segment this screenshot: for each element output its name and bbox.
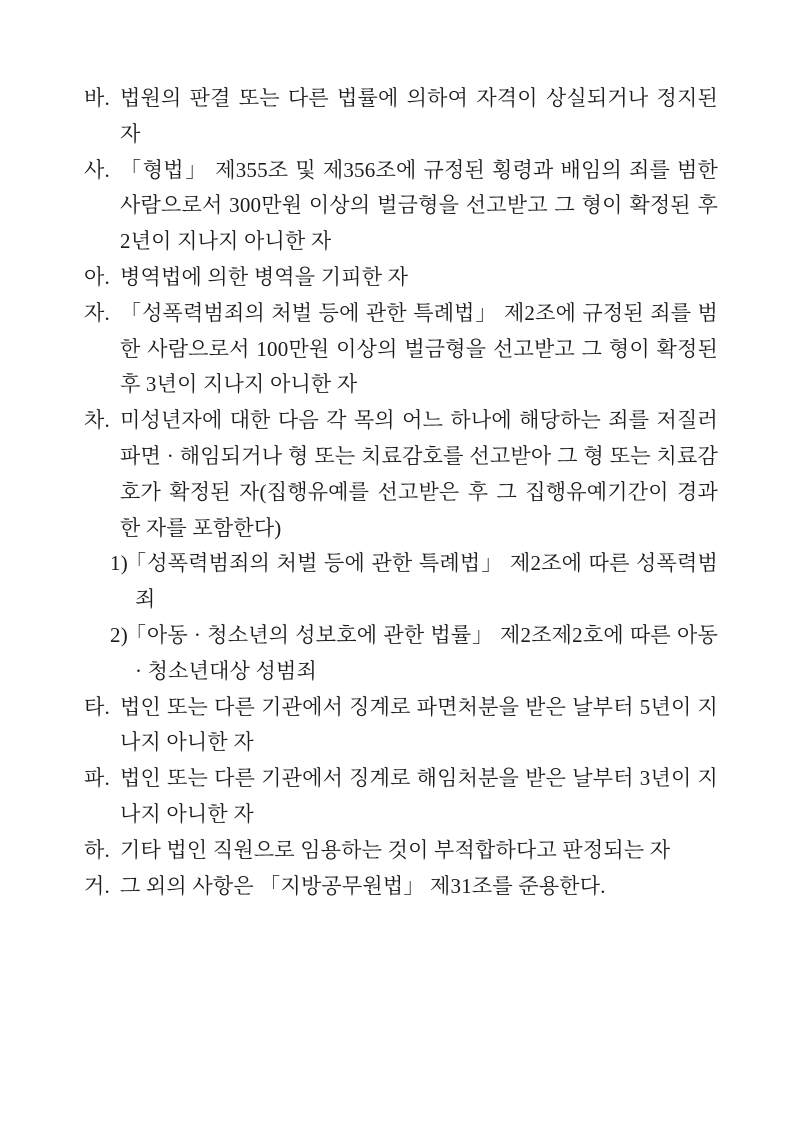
list-item-label: 하. (84, 837, 110, 862)
list-item (84, 761, 718, 833)
list-item-label: 바. (84, 86, 110, 110)
document-body (84, 81, 718, 904)
list-item (84, 690, 718, 762)
list-item (84, 81, 718, 153)
list-item-label: 아. (84, 264, 110, 289)
list-item (84, 869, 718, 905)
sub-list-item (84, 618, 718, 690)
list-item (84, 153, 718, 260)
list-item-text: 그 외의 사항은 「지방공무원법」 제31조를 준용한다. (120, 873, 606, 898)
list-item (84, 833, 718, 869)
sub-list-item-text: 「성폭력범죄의 처벌 등에 관한 특례법」 제2조에 따른 성폭력범죄 (125, 551, 718, 612)
list-item-label: 거. (84, 873, 110, 898)
list-item-label: 자. (84, 300, 110, 325)
list-item-text: 「성폭력범죄의 처벌 등에 관한 특례법」 제2조에 규정된 죄를 범한 사람으로서 100만원 이상의 벌금형을 선고받고 그 형이 확정된 후 3년이 지나지 아니한 자 (120, 300, 718, 397)
list-item-label: 타. (84, 694, 110, 719)
list-item-text: 법인 또는 다른 기관에서 징계로 파면처분을 받은 날부터 5년이 지나지 아니한 자 (120, 694, 718, 755)
sub-list-item-label: 2) (110, 622, 128, 647)
list-item (84, 296, 718, 403)
sub-list-item-text: 「아동 · 청소년의 성보호에 관한 법률」 제2조제2호에 따른 아동 · 청소년대상 성범죄 (125, 622, 718, 683)
list-item-label: 차. (84, 408, 110, 433)
sub-list-item-label: 1) (110, 551, 128, 576)
list-item-text: 미성년자에 대한 다음 각 목의 어느 하나에 해당하는 죄를 저질러 파면 · 해임되거나 형 또는 치료감호를 선고받아 그 형 또는 치료감호가 확정된 자(집행유예를 선고받은 후 그 집행유예기간이 경과한 자를 포함한다) (120, 408, 718, 540)
sub-list-item (84, 546, 718, 618)
list-item-text: 기타 법인 직원으로 임용하는 것이 부적합하다고 판정되는 자 (120, 837, 671, 862)
list-item-label: 파. (84, 766, 110, 791)
list-item-text: 법원의 판결 또는 다른 법률에 의하여 자격이 상실되거나 정지된 자 (120, 86, 718, 146)
list-item-label: 사. (84, 157, 110, 182)
list-item-text: 「형법」 제355조 및 제356조에 규정된 횡령과 배임의 죄를 범한 사람으로서 300만원 이상의 벌금형을 선고받고 그 형이 확정된 후 2년이 지나지 아니한 자 (120, 157, 718, 254)
list-item-text: 병역법에 의한 병역을 기피한 자 (120, 264, 409, 289)
list-item (84, 403, 718, 546)
list-item-text: 법인 또는 다른 기관에서 징계로 해임처분을 받은 날부터 3년이 지나지 아니한 자 (120, 766, 718, 826)
list-item (84, 260, 718, 296)
